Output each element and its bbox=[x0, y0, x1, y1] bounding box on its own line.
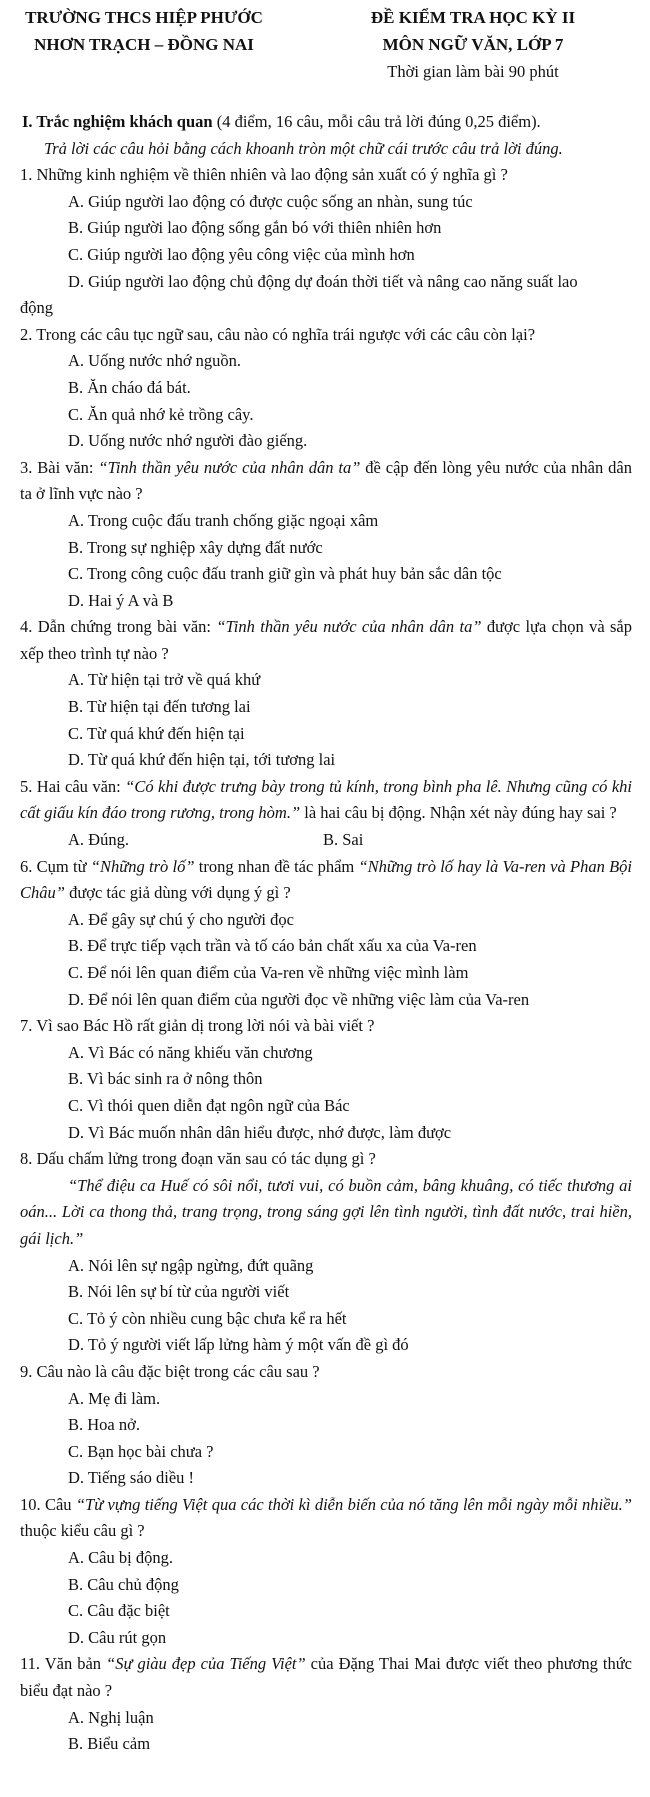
question-text-end: là hai câu bị động. Nhận xét này đúng hay sai ? bbox=[300, 803, 617, 823]
question-7 bbox=[0, 1013, 650, 1040]
option-7b[interactable]: B. Vì bác sinh ra ở nông thôn bbox=[68, 1069, 263, 1089]
option-9d[interactable]: D. Tiếng sáo diều ! bbox=[68, 1468, 195, 1488]
question-text: 6. Cụm từ bbox=[20, 856, 91, 876]
question-text: 4. Dẫn chứng trong bài văn: bbox=[20, 617, 217, 637]
question-text-mid: trong nhan đề tác phẩm bbox=[194, 856, 359, 876]
question-quote: “Những trò lố” bbox=[90, 856, 195, 876]
question-quote: “Có khi được trưng bày trong tủ kính, trong bình pha lê. Nhưng cũng có khi cất giấu kín đáo trong rương, trong hòm.” bbox=[20, 776, 632, 823]
option-5a[interactable]: A. Đúng. bbox=[68, 830, 129, 850]
option-10a[interactable]: A. Câu bị động. bbox=[68, 1548, 173, 1568]
option-7d[interactable]: D. Vì Bác muốn nhân dân hiểu được, nhớ được, làm được bbox=[68, 1122, 452, 1142]
option-8c[interactable]: C. Tỏ ý còn nhiều cung bậc chưa kể ra hết bbox=[68, 1308, 347, 1328]
option-1d-continued[interactable]: động bbox=[20, 298, 53, 318]
question-text: 10. Câu bbox=[20, 1494, 76, 1514]
question-9 bbox=[0, 1359, 650, 1386]
option-10b[interactable]: B. Câu chủ động bbox=[68, 1574, 179, 1594]
question-text: 3. Bài văn: bbox=[20, 457, 99, 477]
question-text: 8. Dấu chấm lửng trong đoạn văn sau có tác dụng gì ? bbox=[20, 1149, 376, 1169]
option-6d[interactable]: D. Để nói lên quan điểm của người đọc về những việc làm của Va-ren bbox=[68, 989, 530, 1009]
question-text-end: của Đặng Thai Mai được viết theo phương thức biểu đạt nào ? bbox=[20, 1654, 633, 1701]
question-1 bbox=[0, 162, 650, 189]
question-text: 1. Những kinh nghiệm về thiên nhiên và lao động sản xuất có ý nghĩa gì ? bbox=[20, 165, 508, 185]
option-4a[interactable]: A. Từ hiện tại trở về quá khứ bbox=[68, 670, 261, 690]
question-11 bbox=[0, 1651, 650, 1704]
section-title bbox=[0, 109, 650, 136]
option-9a[interactable]: A. Mẹ đi làm. bbox=[68, 1388, 161, 1408]
question-text: 11. Văn bản bbox=[20, 1654, 107, 1674]
question-10 bbox=[0, 1492, 650, 1545]
option-6a[interactable]: A. Để gây sự chú ý cho người đọc bbox=[68, 909, 294, 929]
question-8-passage: “Thể điệu ca Huế có sôi nổi, tươi vui, có buồn cảm, bâng khuâng, có tiếc thương ai oán... Lời ca thong thả, trang trọng, trong sáng gợi lên tình người, tình đất nước, trai hiền, gái lịch.” bbox=[20, 1175, 632, 1248]
school-location: NHƠN TRẠCH – ĐỒNG NAI bbox=[34, 35, 254, 54]
exam-title: ĐỀ KIỂM TRA HỌC KỲ II bbox=[370, 8, 576, 27]
question-4 bbox=[0, 614, 650, 667]
question-text-end: đề cập đến lòng yêu nước của nhân dân ta ở lĩnh vực nào ? bbox=[20, 457, 632, 504]
exam-header bbox=[318, 4, 628, 85]
section-title-detail: (4 điểm, 16 câu, mỗi câu trả lời đúng 0,25 điểm). bbox=[212, 112, 541, 131]
school-header bbox=[8, 4, 280, 58]
option-3a[interactable]: A. Trong cuộc đấu tranh chống giặc ngoại xâm bbox=[68, 510, 379, 530]
option-10d[interactable]: D. Câu rút gọn bbox=[68, 1627, 167, 1647]
option-2c[interactable]: C. Ăn quả nhớ kẻ trồng cây. bbox=[68, 404, 254, 424]
question-work-title: “Những trò lố hay là Va-ren và Phan Bội Châu” bbox=[20, 856, 632, 903]
option-4b[interactable]: B. Từ hiện tại đến tương lai bbox=[68, 697, 251, 717]
question-text-end: được lựa chọn và sắp xếp theo trình tự nào ? bbox=[20, 617, 632, 663]
option-8b[interactable]: B. Nói lên sự bí từ của người viết bbox=[68, 1282, 290, 1302]
option-1a[interactable]: A. Giúp người lao động có được cuộc sống an nhàn, sung túc bbox=[68, 191, 473, 211]
option-1d[interactable]: D. Giúp người lao động chủ động dự đoán thời tiết và nâng cao năng suất lao bbox=[68, 271, 578, 291]
option-10c[interactable]: C. Câu đặc biệt bbox=[68, 1601, 170, 1621]
option-2b[interactable]: B. Ăn cháo đá bát. bbox=[68, 377, 191, 397]
school-name: TRƯỜNG THCS HIỆP PHƯỚC bbox=[25, 8, 263, 27]
question-quote: “Tinh thần yêu nước của nhân dân ta” bbox=[216, 617, 482, 637]
option-3c[interactable]: C. Trong công cuộc đấu tranh giữ gìn và phát huy bản sắc dân tộc bbox=[68, 564, 502, 584]
option-2d[interactable]: D. Uống nước nhớ người đào giếng. bbox=[68, 431, 308, 451]
question-6 bbox=[0, 854, 650, 907]
exam-duration: Thời gian làm bài 90 phút bbox=[387, 62, 559, 81]
option-7a[interactable]: A. Vì Bác có năng khiếu văn chương bbox=[68, 1042, 313, 1062]
question-3 bbox=[0, 455, 650, 508]
question-quote: “Từ vựng tiếng Việt qua các thời kì diễn biến của nó tăng lên mỗi ngày mỗi nhiều.” bbox=[75, 1494, 632, 1514]
option-5b[interactable]: B. Sai bbox=[323, 830, 364, 850]
question-text: 2. Trong các câu tục ngữ sau, câu nào có nghĩa trái ngược với các câu còn lại? bbox=[20, 324, 536, 344]
question-quote: “Sự giàu đẹp của Tiếng Việt” bbox=[106, 1654, 306, 1674]
option-1b[interactable]: B. Giúp người lao động sống gắn bó với thiên nhiên hơn bbox=[68, 218, 442, 238]
option-3d[interactable]: D. Hai ý A và B bbox=[68, 590, 174, 610]
question-text: 5. Hai câu văn: bbox=[20, 776, 126, 796]
option-11b[interactable]: B. Biểu cảm bbox=[68, 1734, 151, 1754]
option-6b[interactable]: B. Để trực tiếp vạch trần và tố cáo bản chất xấu xa của Va-ren bbox=[68, 936, 477, 956]
section-instruction: Trả lời các câu hỏi bằng cách khoanh tròn một chữ cái trước câu trả lời đúng. bbox=[44, 138, 563, 158]
option-9b[interactable]: B. Hoa nở. bbox=[68, 1415, 140, 1435]
exam-body bbox=[0, 109, 650, 1758]
option-3b[interactable]: B. Trong sự nghiệp xây dựng đất nước bbox=[68, 537, 323, 557]
option-9c[interactable]: C. Bạn học bài chưa ? bbox=[68, 1441, 214, 1461]
option-4c[interactable]: C. Từ quá khứ đến hiện tại bbox=[68, 723, 245, 743]
question-quote: “Tinh thần yêu nước của nhân dân ta” bbox=[98, 457, 361, 477]
question-text-end: thuộc kiểu câu gì ? bbox=[20, 1521, 145, 1541]
option-7c[interactable]: C. Vì thói quen diễn đạt ngôn ngữ của Bác bbox=[68, 1095, 350, 1115]
question-2 bbox=[0, 322, 650, 349]
option-8d[interactable]: D. Tỏ ý người viết lấp lửng hàm ý một vấn đề gì đó bbox=[68, 1335, 409, 1355]
section-title-bold: I. Trắc nghiệm khách quan bbox=[22, 112, 213, 131]
question-text: 9. Câu nào là câu đặc biệt trong các câu sau ? bbox=[20, 1361, 320, 1381]
option-2a[interactable]: A. Uống nước nhớ nguồn. bbox=[68, 351, 242, 371]
question-5 bbox=[0, 774, 650, 827]
option-8a[interactable]: A. Nói lên sự ngập ngừng, đứt quãng bbox=[68, 1255, 314, 1275]
option-6c[interactable]: C. Để nói lên quan điểm của Va-ren về những việc mình làm bbox=[68, 963, 469, 982]
question-8 bbox=[0, 1146, 650, 1173]
option-4d[interactable]: D. Từ quá khứ đến hiện tại, tới tương lai bbox=[68, 750, 336, 770]
option-1c[interactable]: C. Giúp người lao động yêu công việc của mình hơn bbox=[68, 244, 415, 264]
exam-subject: MÔN NGỮ VĂN, LỚP 7 bbox=[382, 35, 564, 54]
question-text: 7. Vì sao Bác Hồ rất giản dị trong lời nói và bài viết ? bbox=[20, 1016, 375, 1036]
option-11a[interactable]: A. Nghị luận bbox=[68, 1707, 154, 1727]
options-5 bbox=[0, 827, 650, 854]
question-text-end: được tác giả dùng với dụng ý gì ? bbox=[64, 883, 291, 903]
